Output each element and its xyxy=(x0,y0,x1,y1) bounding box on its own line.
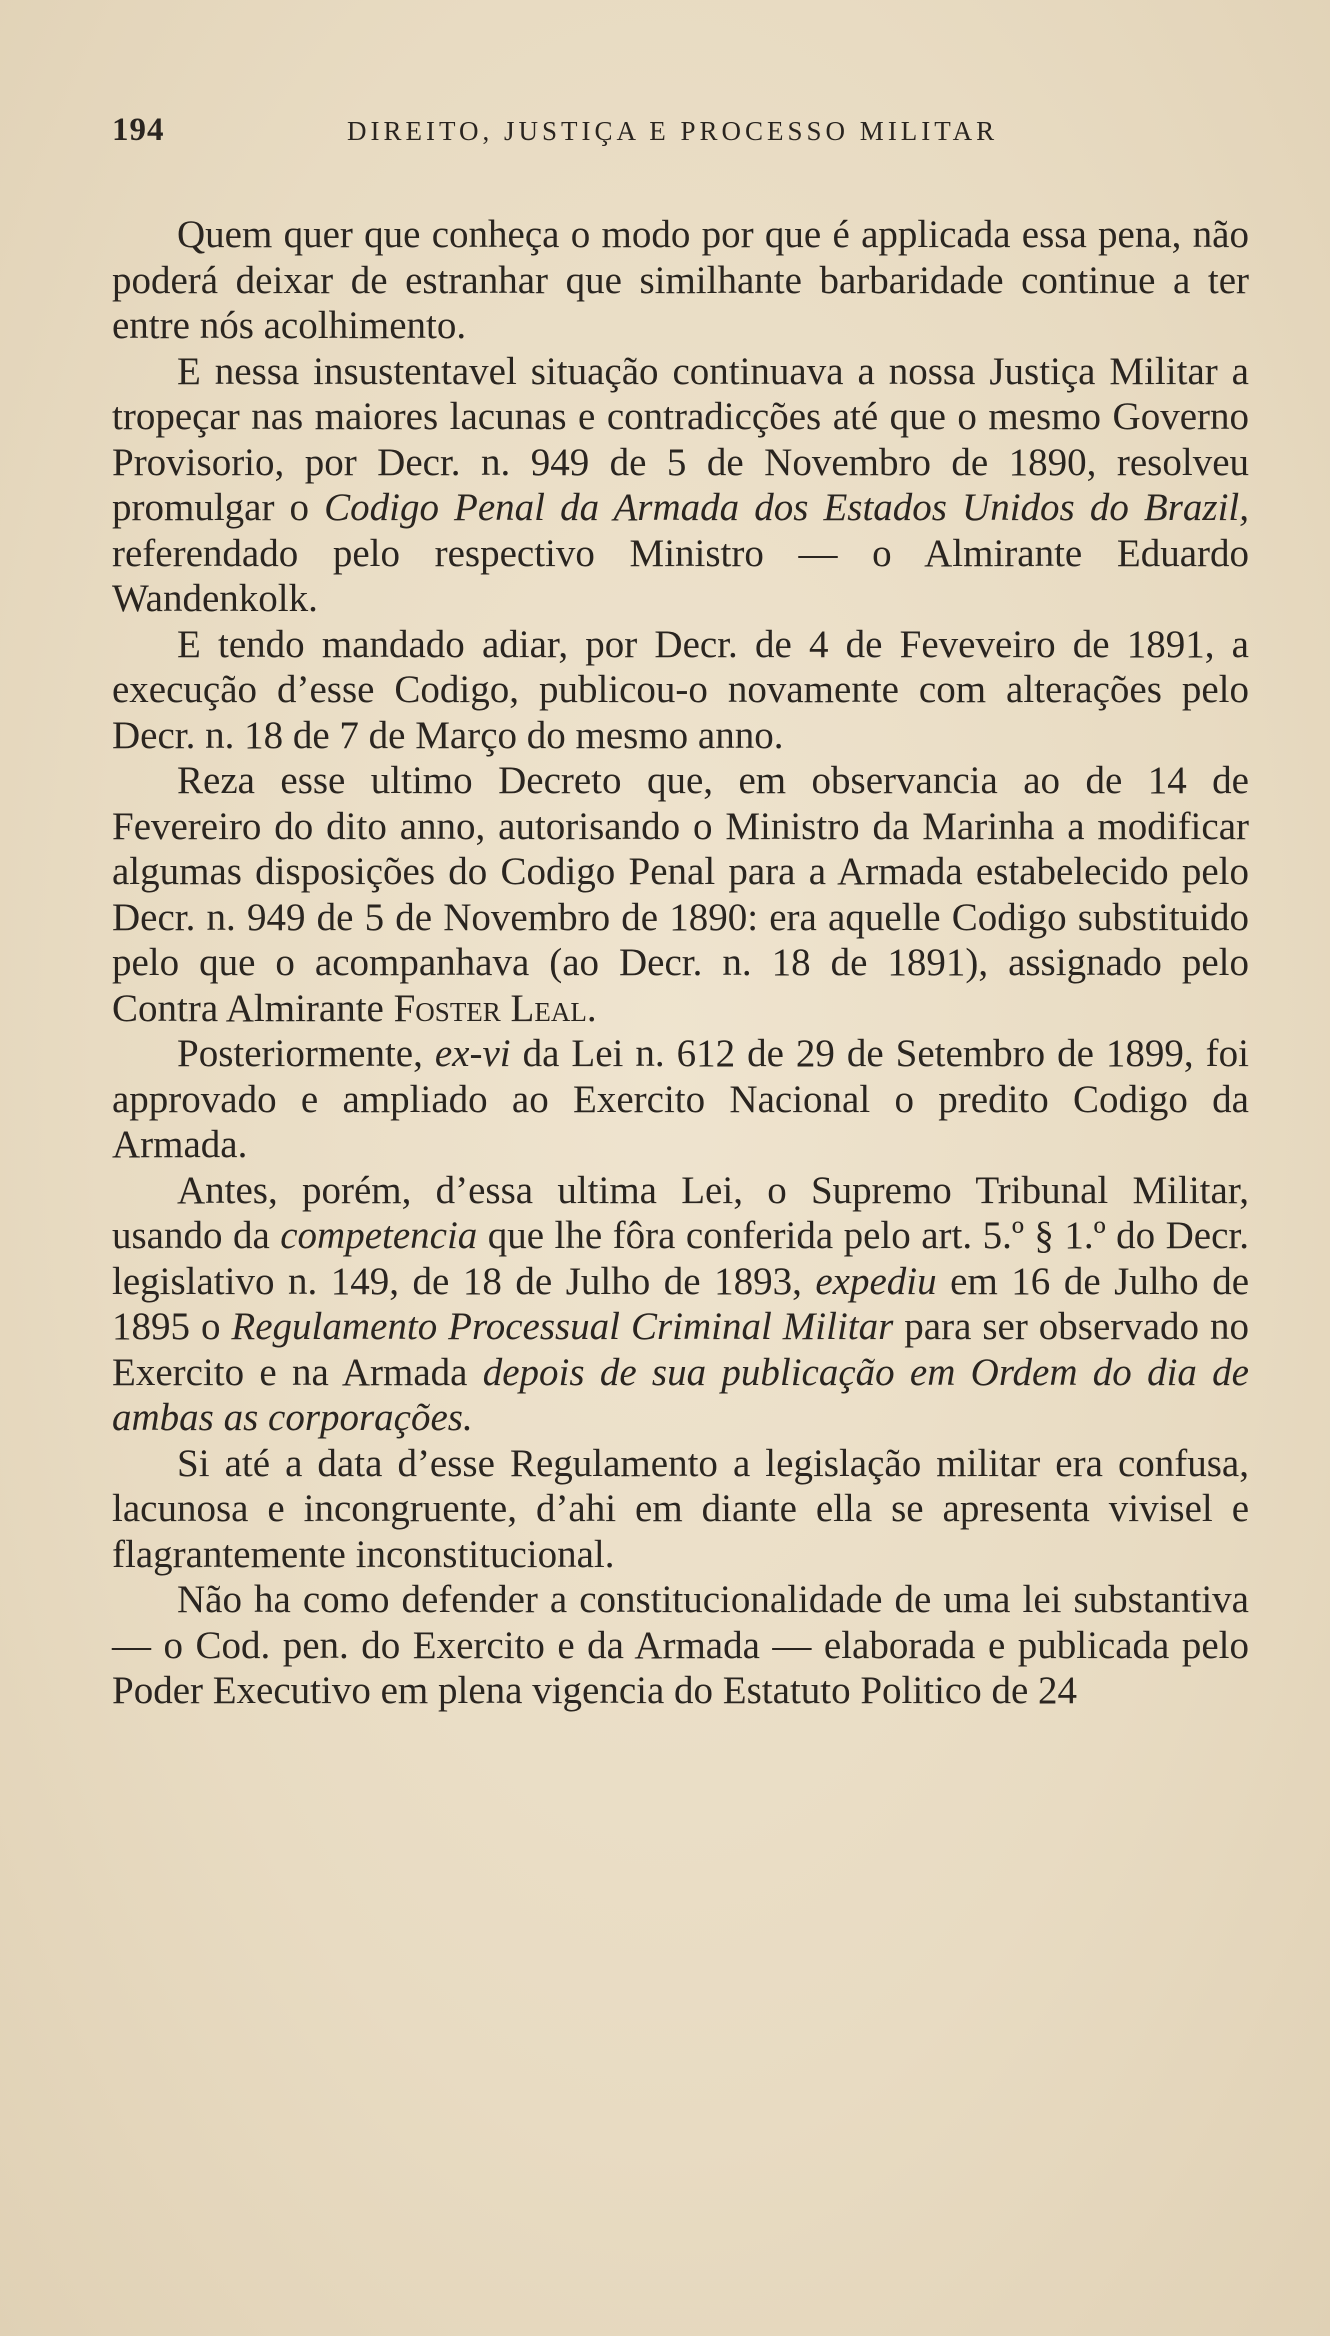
latin-term-italic: ex-vi xyxy=(434,1032,511,1075)
code-title-italic: Codigo Penal da Armada dos Estados Unidos do Brazil, xyxy=(324,486,1249,529)
paragraph-text: Posteriormente, xyxy=(177,1032,435,1075)
body-text xyxy=(112,212,1249,1714)
regulation-title-italic: Regulamento Processual Criminal Militar xyxy=(231,1305,894,1348)
paragraph-text: . xyxy=(586,986,597,1030)
paragraph-5 xyxy=(112,1031,1249,1168)
paragraph-8 xyxy=(112,1577,1249,1714)
running-title: DIREITO, JUSTIÇA E PROCESSO MILITAR xyxy=(347,116,999,146)
italic-term: expediu xyxy=(815,1259,937,1303)
paragraph-text: E nessa insustentavel situação continuava a nossa Justiça Militar a tropeçar nas maiores lacunas e contradicções até que o mesmo Governo Provisorio, por Decr. n. 949 de 5 de Novembro de 1890, resolveu promulgar o xyxy=(112,349,1249,529)
paragraph-3 xyxy=(112,622,1249,759)
paragraph-text: Não ha como defender a constitucionalidade de uma lei substantiva — o Cod. pen. do Exercito e da Armada — elaborada e publicada pelo Poder Executivo em plena vigencia do Estatuto Politico de 24 xyxy=(112,1578,1249,1712)
paragraph-text: em 16 de Julho de 1895 o xyxy=(112,1259,1250,1348)
paragraph-text: Antes, porém, d’essa ultima Lei, o Supremo Tribunal Militar, usando da xyxy=(112,1168,1249,1257)
paragraph-text: Si até a data d’esse Regulamento a legislação militar era confusa, lacunosa e incongruente, d’ahi em diante ella se apresenta vivisel e flagrantemente inconstitucional. xyxy=(112,1441,1249,1576)
paragraph-text: E tendo mandado adiar, por Decr. de 4 de Feveveiro de 1891, a execução d’esse Codigo, publicou-o novamente com alterações pelo Decr. n. 18 de 7 de Março do mesmo anno. xyxy=(112,622,1249,757)
paragraph-text: referendado pelo respectivo Ministro — o Almirante Eduardo Wandenkolk. xyxy=(112,531,1249,620)
paragraph-text: que lhe fôra conferida pelo art. 5.º § 1.º do Decr. legislativo n. 149, de 18 de Julho de 1893, xyxy=(112,1214,1249,1303)
paragraph-2 xyxy=(112,349,1249,622)
running-head xyxy=(112,112,1232,152)
paragraph-7 xyxy=(112,1441,1249,1578)
paragraph-4 xyxy=(112,758,1249,1031)
italic-phrase: depois de sua publicação em Ordem do dia de ambas as corporações. xyxy=(112,1350,1249,1439)
paragraph-text: Quem quer que conheça o modo por que é applicada essa pena, não poderá deixar de estranhar que similhante barbaridade continue a ter entre nós acolhimento. xyxy=(112,213,1249,347)
page-number: 194 xyxy=(112,112,165,148)
paragraph-6 xyxy=(112,1168,1249,1441)
paragraph-text: para ser observado no Exercito e na Armada xyxy=(112,1305,1250,1394)
name-small-caps: Foster Leal xyxy=(393,986,587,1030)
paragraph-text: da Lei n. 612 de 29 de Setembro de 1899, foi approvado e ampliado ao Exercito Nacional o predito Codigo da Armada. xyxy=(112,1032,1249,1166)
paragraph-text: Reza esse ultimo Decreto que, em observancia ao de 14 de Fevereiro do dito anno, autorisando o Ministro da Marinha a modificar algumas disposições do Codigo Penal para a Armada estabelecido pelo Decr. n. 949 de 5 de Novembro de 1890: era aquelle Codigo substituido pelo que o acompanhava (ao Decr. n. 18 de 1891), assignado pelo Contra Almirante xyxy=(112,759,1249,1030)
italic-term: competencia xyxy=(280,1214,478,1257)
paragraph-1 xyxy=(112,212,1249,349)
